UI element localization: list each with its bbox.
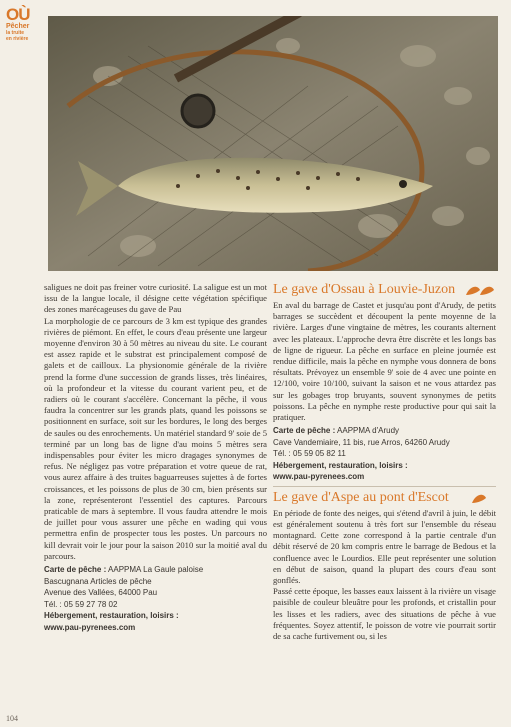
info-address: Avenue des Vallées, 64000 Pau (44, 588, 158, 598)
logo-ou: OÙ (6, 5, 30, 24)
info-value: AAPPMA La Gaule paloise (108, 565, 204, 575)
section-title (273, 282, 496, 298)
logo-riviere: en rivière (6, 36, 29, 42)
section-title (273, 490, 496, 506)
section-title-text: Le gave d'Aspe au pont d'Escot (273, 489, 449, 505)
info-address: Cave Vandemiaire, 11 bis, rue Arros, 64260 Arudy (273, 437, 450, 447)
paragraph: saligues ne doit pas freiner votre curiosité. La saligue est un mot issu de la langue locale, il désigne cette végétation spécifique des zones marécageuses du gave de Pau (44, 282, 267, 315)
right-column (273, 282, 496, 642)
info-tel: Tél. : 05 59 27 78 02 (44, 599, 118, 609)
info-block (44, 564, 267, 633)
left-column (44, 282, 267, 633)
logo (6, 6, 42, 42)
info-block (273, 425, 496, 483)
paragraph: La morphologie de ce parcours de 3 km est typique des grandes rivières de piémont. En effet, le cours d'eau présente une largeur moyenne d'environ 30 à 50 mètres au niveau du site. Le courant est assez rapide et le substrat est principalement composé de galets et de cailloux. La physionomie générale de la rivière prend la forme d'une succession de grands lisses, très linéaires, où la profondeur et la vitesse du courant varient peu, et de radiers où le courant s'accélère. Concernant la pêche, il vous faudra la concentrer sur les grands plats, quand les poissons se positionnent en surface, soit sur les bordures, le long des berges de saules ou des enrochements. Un matériel standard 9' soie de 5 terminé par un long bas de ligne d'au moins 5 mètres sera indispensables pour éviter les micro dragages synonymes de refus. Ne négligez pas votre préparation et votre queue de rat, vous aurez affaire à des truites baguarreuses sujettes à de fortes croissances, et les poissons de plus de 30 cm, bien présents sur la zone, représenteront l'essentiel des captures. Parcours praticable de mars à septembre. Il vous faudra attendre le mois de juillet pour vous assurer une pêche en wading qui vous permettra enfin de prospecter tous les postes. Un parcours no kill devrait voir le jour pour la saison 2010 sur la moitié aval du parcours. (44, 315, 267, 561)
info-label: Carte de pêche : (44, 565, 107, 575)
logo-truite: la truite (6, 30, 25, 36)
trout-in-net-image (48, 16, 498, 271)
info-heberg: Hébergement, restauration, loisirs : (44, 611, 179, 621)
info-label: Carte de pêche : (273, 426, 336, 436)
info-heberg: Hébergement, restauration, loisirs : (273, 460, 408, 470)
fish-icon (464, 283, 496, 297)
fish-icon (464, 491, 496, 505)
divider (273, 486, 496, 487)
info-shop: Bascugnana Articles de pêche (44, 576, 152, 586)
section-title-text: Le gave d'Ossau à Louvie-Juzon (273, 282, 456, 297)
paragraph: En période de fonte des neiges, qui s'étend d'avril à juin, le débit est généralement soutenu à très fort sur l'ensemble du réseau montagnard. Cette zone correspond à la partie centrale d'un débit réservé de 20 km compris entre le barrage de Bedous et la confluence avec le Lourdios. Elle peut représenter une solution en début de saison, quand la plupart des cours d'eau sont gonflés. (273, 507, 496, 585)
paragraph: En aval du barrage de Castet et jusqu'au pont d'Arudy, de petits barrages se succèdent et découpent la pente moyenne de la rivière. Larges d'une vingtaine de mètres, les courants alternent avec les plateaux. L'approche devra être discrète et les longs bas de ligne de rigueur. La pêche en surface en pleine journée est rendue difficile, mais la pêche en nymphe vous donnera de bons résultats. Prévoyez un ensemble 9' soie de 4 avec une pointe en 12/100, voire 10/100, suivant la saison et ne vous attardez pas sur les gobages trop bruyants, souvent synonymes de petits poissons. La pêche en nymphe reste productive pour qui sait la pratiquer. (273, 300, 496, 423)
logo-pecher: Pêcher (6, 23, 30, 30)
trout-photo (48, 16, 498, 271)
info-value: AAPPMA d'Arudy (337, 426, 400, 436)
info-url-link[interactable]: www.pau-pyrenees.com (44, 622, 136, 632)
info-tel: Tél. : 05 59 05 82 11 (273, 449, 346, 459)
info-url-link[interactable]: www.pau-pyrenees.com (273, 472, 365, 482)
page-number: 104 (6, 714, 18, 723)
paragraph: Passé cette époque, les basses eaux laissent à la rivière un visage paisible de couleur bleuâtre pour les profonds, et cristallin pour les lisses et les radiers, avec des situations de pêche à vue fréquentes. Soyez attentif, le poisson de votre vie pourrait sortir de sa cache furtivement ou, si les (273, 586, 496, 641)
